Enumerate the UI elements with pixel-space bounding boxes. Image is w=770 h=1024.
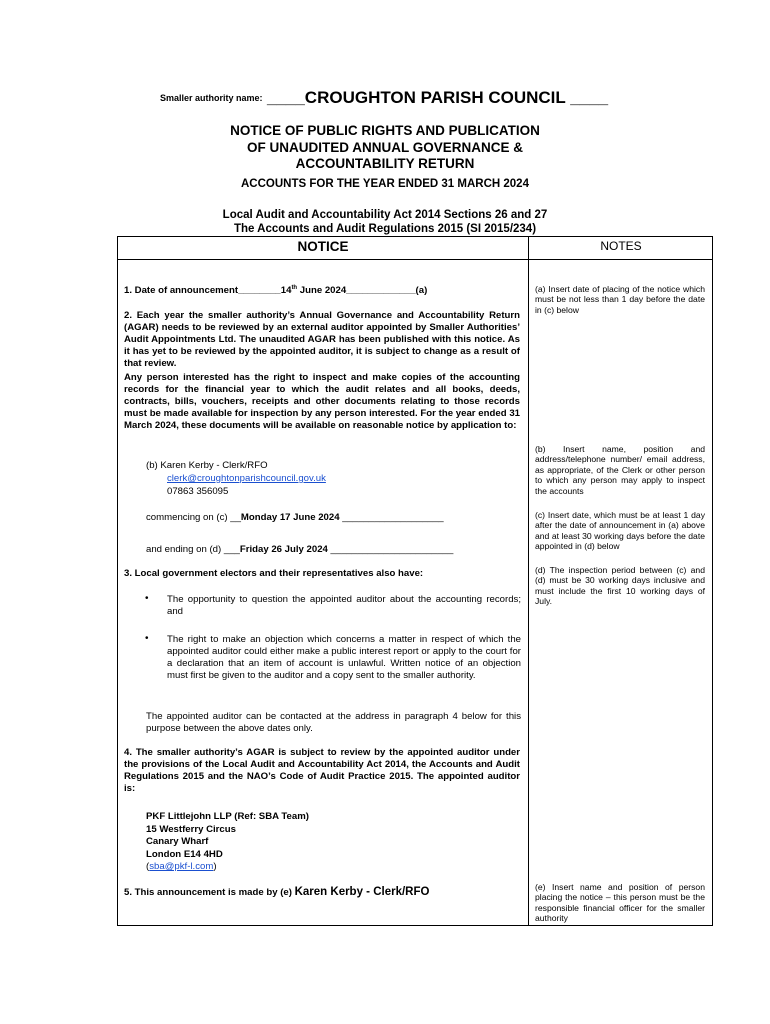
paragraph-2b: Any person interested has the right to inspect and make copies of the accounting records for the financial year to which the audit relates and all books, deeds, contracts, bills, vouchers, receipts and other documents relating to those records must be made available for inspection by any person interested. For the year ended 31 March 2024, these documents will be available on reasonable notice by application to: [124, 372, 520, 431]
accounts-line: ACCOUNTS FOR THE YEAR ENDED 31 MARCH 2024 [241, 178, 529, 190]
note-c: (c) Insert date, which must be at least 1 day after the date of announcement in (a) above and at least 30 working days before the date appointed in (d) below [535, 510, 705, 552]
paragraph-2: 2. Each year the smaller authority’s Annual Governance and Accountability Return (AGAR) needs to be reviewed by an external auditor appointed by Smaller Authorities’ Audit Appointments Ltd. The unaudited AGAR has been published with this notice. As it has yet to be reviewed by the appointed auditor, it is subject to change as a result of that review. [124, 310, 520, 369]
notice-title [0, 123, 770, 173]
ending-date: Friday 26 July 2024 [239, 544, 328, 555]
contact-email-link[interactable]: clerk@croughtonparishcouncil.gov.uk [167, 473, 326, 484]
header-divider [118, 259, 712, 260]
title-line-3: ACCOUNTABILITY RETURN [295, 156, 475, 171]
auditor-address-3: London E14 4HD [146, 849, 223, 860]
note-d: (d) The inspection period between (c) and (d) must be 30 working days inclusive and must include the first 10 working days of July. [535, 565, 705, 607]
contact-phone: 07863 356095 [167, 486, 229, 497]
auditor-address-2: Canary Wharf [146, 836, 209, 847]
commencing-date: Monday 17 June 2024 [240, 512, 340, 523]
bullet-icon: • [145, 593, 149, 604]
paragraph-5: 5. This announcement is made by (e) Karen Kerby - Clerk/RFO [124, 886, 430, 898]
ending-line: and ending on (d) ___Friday 26 July 2024 _______________________ [146, 544, 454, 555]
paragraph-4: 4. The smaller authority’s AGAR is subject to review by the appointed auditor under the provisions of the Local Audit and Accountability Act 2014, the Accounts and Audit Regulations 2015 and the NAO’s Code of Audit Practice 2015. The appointed auditor is: [124, 747, 520, 794]
note-a: (a) Insert date of placing of the notice which must be not less than 1 day before the date in (c) below [535, 284, 705, 315]
auditor-email-line: (sba@pkf-l.com) [146, 861, 217, 872]
right-question-auditor: The opportunity to question the appointed auditor about the accounting records; and [167, 594, 521, 617]
authority-line [160, 88, 608, 108]
note-e: (e) Insert name and position of person placing the notice – this person must be the responsible financial officer for the smaller authority [535, 882, 705, 924]
paragraph-3: 3. Local government electors and their representatives also have: [124, 568, 424, 579]
auditor-name: PKF Littlejohn LLP (Ref: SBA Team) [146, 811, 309, 822]
auditor-email-link[interactable]: sba@pkf-l.com [149, 861, 214, 872]
act-line-1: Local Audit and Accountability Act 2014 Sections 26 and 27 [222, 209, 548, 221]
act-line-2: The Accounts and Audit Regulations 2015 (SI 2015/234) [233, 222, 537, 235]
act-lines [0, 209, 770, 236]
auditor-contact-note: The appointed auditor can be contacted at the address in paragraph 4 below for this purpose between the above dates only. [146, 711, 521, 734]
notice-column-heading: NOTICE [297, 239, 349, 254]
authority-name: ____CROUGHTON PARISH COUNCIL ____ [266, 88, 609, 107]
column-divider [528, 237, 529, 925]
notes-column-heading: NOTES [600, 239, 642, 253]
contact-label: (b) Karen Kerby - Clerk/RFO [146, 460, 268, 471]
note-b: (b) Insert name, position and address/telephone number/ email address, as appropriate, of the Clerk or other person to which any person may apply to inspect the accounts [535, 444, 705, 496]
right-make-objection: The right to make an objection which concerns a matter in respect of which the appointed auditor could either make a public interest report or apply to the court for a declaration that an item of account is unlawful. Written notice of an objection must first be given to the auditor and a copy sent to the smaller authority. [167, 634, 521, 681]
bullet-icon: • [145, 633, 149, 644]
title-line-2: OF UNAUDITED ANNUAL GOVERNANCE & [246, 139, 523, 155]
paragraph-1: 1. Date of announcement________14th June 2024_____________(a) [124, 285, 428, 297]
authority-label: Smaller authority name: [160, 93, 263, 103]
commencing-line: commencing on (c) __Monday 17 June 2024 ___________________ [146, 512, 444, 523]
title-line-1: NOTICE OF PUBLIC RIGHTS AND PUBLICATION [230, 123, 540, 138]
auditor-address-1: 15 Westferry Circus [146, 824, 236, 835]
announcer-name: Karen Kerby - Clerk/RFO [294, 886, 430, 898]
